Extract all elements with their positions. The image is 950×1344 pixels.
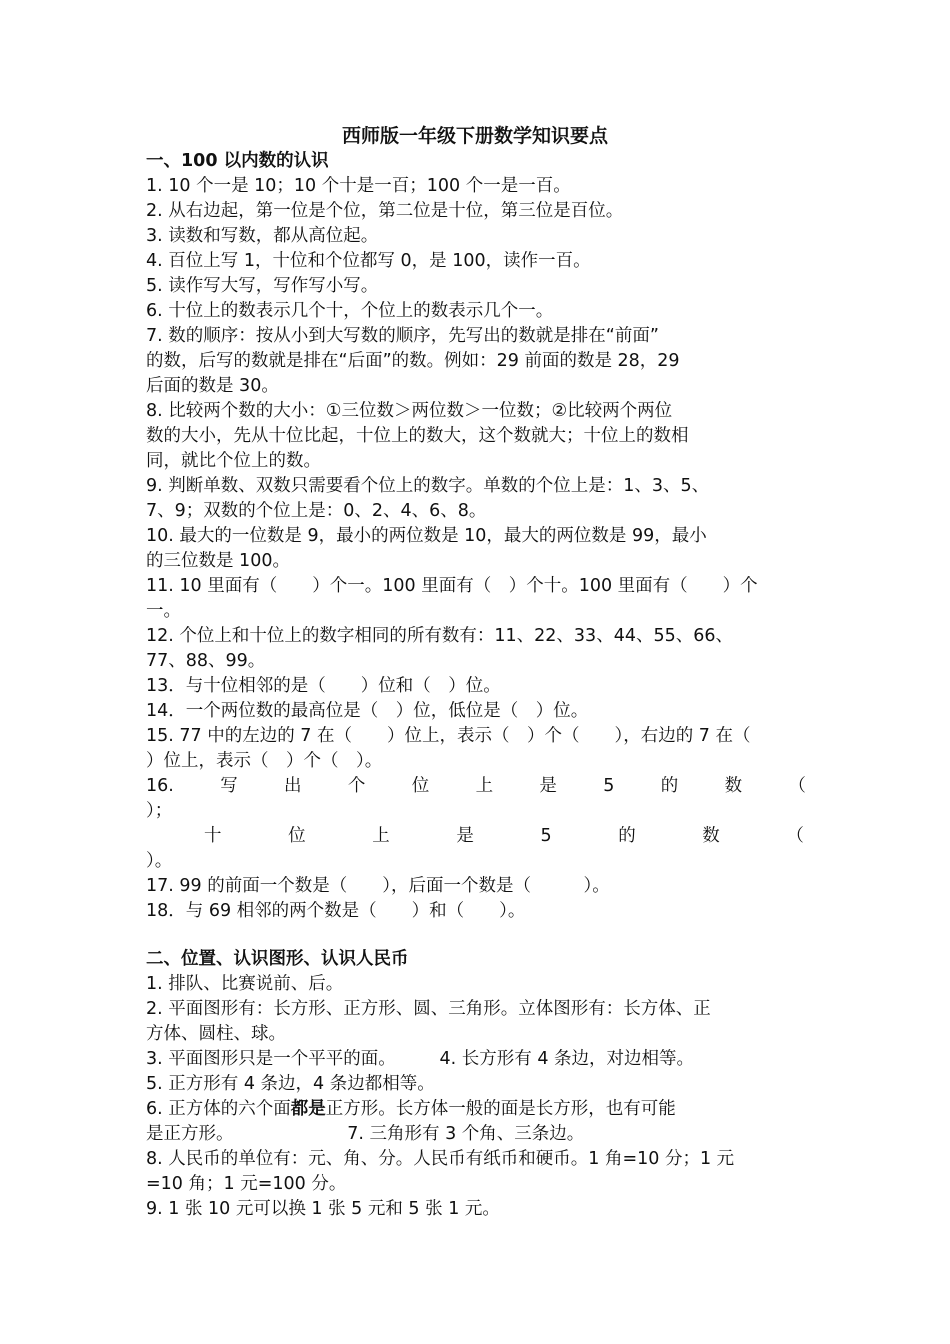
text-line: 是正方形。 7. 三角形有 3 个角、三条边。 [146, 1124, 585, 1144]
text-line: 3. 平面图形只是一个平平的面。 4. 长方形有 4 条边，对边相等。 [146, 1049, 695, 1069]
text-line: 9. 判断单数、双数只需要看个位上的数字。单数的个位上是：1、3、5、 [146, 476, 710, 496]
token: 5 [603, 776, 615, 796]
token: 5 [540, 826, 552, 846]
text-line: 2. 平面图形有：长方形、正方形、圆、三角形。立体图形有：长方体、正 [146, 999, 711, 1019]
text-line: 6. 十位上的数表示几个十，个位上的数表示几个一。 [146, 301, 554, 321]
text-line: 5. 正方形有 4 条边，4 条边都相等。 [146, 1074, 435, 1094]
token: 16. [146, 776, 174, 796]
token: 出 [284, 776, 302, 796]
token: 数 [702, 826, 720, 846]
text-line: 8. 比较两个数的大小：①三位数＞两位数＞一位数；②比较两个两位 [146, 401, 673, 421]
text-line: 2. 从右边起，第一位是个位，第二位是十位，第三位是百位。 [146, 201, 624, 221]
text-line: 14．一个两位数的最高位是（ ）位，低位是（ ）位。 [146, 701, 589, 721]
text-line: 一。 [146, 601, 181, 621]
token: 是 [456, 826, 474, 846]
text-line: 7. 数的顺序：按从小到大写数的顺序，先写出的数就是排在“前面” [146, 326, 659, 346]
token: 的 [618, 826, 636, 846]
text-line-6 [146, 1097, 810, 1121]
bold-text: 都是 [290, 1099, 326, 1119]
text-line: 8. 人民币的单位有：元、角、分。人民币有纸币和硬币。1 角=10 分；1 元 [146, 1149, 735, 1169]
text-line: 1. 10 个一是 10；10 个十是一百；100 个一是一百。 [146, 176, 571, 196]
text-line: ）。 [146, 851, 173, 871]
text-line: 9. 1 张 10 元可以换 1 张 5 元和 5 张 1 元。 [146, 1199, 500, 1219]
text-line: 1. 排队、比赛说前、后。 [146, 974, 344, 994]
token: 十 [204, 826, 222, 846]
text-line: 15. 77 中的左边的 7 在（ ）位上，表示（ ）个（ ），右边的 7 在（ [146, 726, 751, 746]
section-2-heading: 二、位置、认识图形、认识人民币 [146, 949, 409, 969]
text-line: 77、88、99。 [146, 651, 266, 671]
text-line: 5. 读作写大写，写作写小写。 [146, 276, 379, 296]
text-line: 10. 最大的一位数是 9，最小的两位数是 10，最大的两位数是 99，最小 [146, 526, 707, 546]
text-line: 7、9；双数的个位上是：0、2、4、6、8。 [146, 501, 487, 521]
text-line: 3. 读数和写数，都从高位起。 [146, 226, 379, 246]
text-line: ）位上，表示（ ）个（ ）。 [146, 751, 383, 771]
text-line: ）； [146, 801, 173, 821]
text-part: 6. 正方体的六个面 [146, 1099, 291, 1119]
text-line: 数的大小，先从十位比起，十位上的数大，这个数就大；十位上的数相 [146, 426, 689, 446]
text-line: 12. 个位上和十位上的数字相同的所有数有：11、22、33、44、55、66、 [146, 626, 734, 646]
text-line: 18．与 69 相邻的两个数是（ ）和（ ）。 [146, 901, 526, 921]
section-1-heading: 一、100 以内数的认识 [146, 151, 329, 171]
text-line: 13．与十位相邻的是（ ）位和（ ）位。 [146, 676, 501, 696]
token: 上 [475, 776, 494, 796]
text-part: 正方形。长方体一般的面是长方形，也有可能 [325, 1099, 676, 1119]
token: 写 [220, 776, 238, 796]
text-line: =10 角；1 元=100 分。 [146, 1174, 347, 1194]
text-line: 同，就比个位上的数。 [146, 451, 321, 471]
text-line: 后面的数是 30。 [146, 376, 279, 396]
token: 位 [411, 776, 430, 796]
justified-line-16 [146, 774, 806, 798]
token: 上 [372, 826, 390, 846]
token: （ [788, 776, 806, 796]
token: 个 [347, 776, 366, 796]
text-line: 的三位数是 100。 [146, 551, 290, 571]
text-line: 11. 10 里面有（ ）个一。100 里面有（ ）个十。100 里面有（ ）个 [146, 576, 758, 596]
page-title: 西师版一年级下册数学知识要点 [341, 125, 608, 147]
token: （ [786, 826, 804, 846]
token: 是 [539, 776, 557, 796]
text-line: 4. 百位上写 1，十位和个位都写 0，是 100，读作一百。 [146, 251, 591, 271]
token: 的 [660, 776, 679, 796]
justified-line-16b [204, 824, 804, 848]
text-line: 17. 99 的前面一个数是（ ），后面一个数是（ ）。 [146, 876, 610, 896]
token: 位 [288, 826, 306, 846]
token: 数 [724, 776, 743, 796]
text-line: 方体、圆柱、球。 [146, 1024, 286, 1044]
text-line: 的数，后写的数就是排在“后面”的数。例如：29 前面的数是 28，29 [146, 351, 680, 371]
